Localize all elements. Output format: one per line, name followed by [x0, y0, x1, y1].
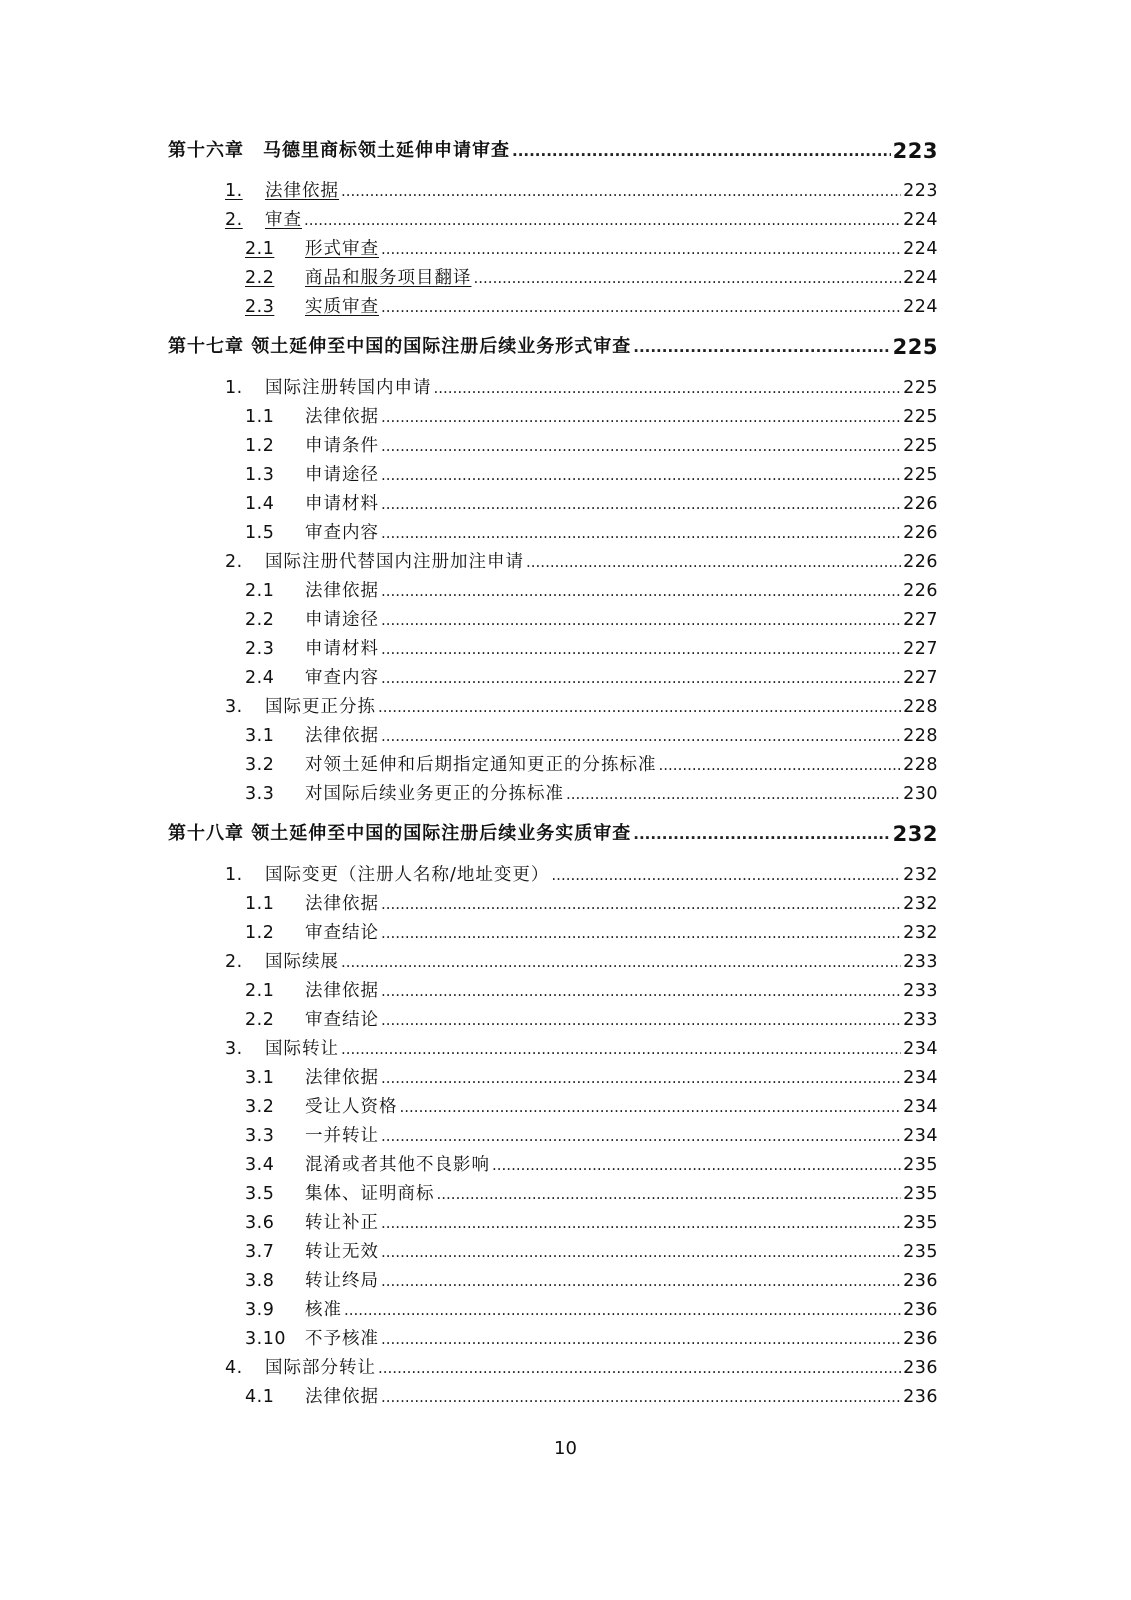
dot-leader — [381, 493, 901, 515]
toc-entry-number[interactable]: 2.1 — [245, 239, 275, 259]
toc-entry-title: 国际转让 — [265, 1039, 339, 1059]
toc-entry-title: 申请条件 — [305, 436, 379, 456]
dot-leader — [381, 406, 901, 428]
toc-entry-title: 不予核准 — [305, 1329, 379, 1349]
dot-leader — [381, 638, 901, 660]
dot-leader — [381, 296, 901, 318]
toc-entry-title: 申请材料 — [305, 494, 379, 514]
toc-entry — [245, 1208, 938, 1234]
toc-entry-number: 3.1 — [245, 726, 275, 746]
dot-leader — [381, 1009, 901, 1031]
dot-leader — [381, 1125, 901, 1147]
page-number: 10 — [554, 1438, 577, 1459]
dot-leader — [437, 1183, 902, 1205]
toc-page-number: 235 — [903, 1155, 938, 1175]
toc-entry — [245, 1295, 938, 1321]
toc-entry — [245, 1179, 938, 1205]
toc-page-number: 232 — [892, 822, 938, 846]
toc-entry-number: 2.1 — [245, 581, 275, 601]
toc-page-number[interactable]: 224 — [903, 210, 938, 230]
toc-entry-title: 审查结论 — [305, 923, 379, 943]
toc-chapter-title: 第十六章 马德里商标领土延伸申请审查 — [168, 140, 510, 161]
toc-page-number[interactable]: 224 — [903, 239, 938, 259]
toc-entry-number[interactable]: 2.2 — [245, 268, 275, 288]
toc-entry-number: 3.5 — [245, 1184, 275, 1204]
toc-entry-title: 法律依据 — [305, 581, 379, 601]
toc-page-number[interactable]: 224 — [903, 268, 938, 288]
toc-entry-number: 1. — [225, 378, 243, 398]
toc-entry-number: 2.2 — [245, 610, 275, 630]
dot-leader — [381, 1212, 901, 1234]
toc-entry-title[interactable]: 商品和服务项目翻译 — [305, 268, 472, 288]
toc-page-number: 233 — [903, 1010, 938, 1030]
toc-entry-number: 4. — [225, 1358, 243, 1378]
toc-entry-number: 3. — [225, 1039, 243, 1059]
toc-entry-title: 审查内容 — [305, 668, 379, 688]
dot-leader — [633, 823, 890, 845]
toc-page-number: 236 — [903, 1300, 938, 1320]
dot-leader — [341, 1038, 901, 1060]
dot-leader — [526, 551, 901, 573]
toc-page-number: 234 — [903, 1039, 938, 1059]
toc-page-number: 225 — [903, 378, 938, 398]
toc-entry-title: 法律依据 — [305, 726, 379, 746]
toc-entry-title: 申请材料 — [305, 639, 379, 659]
toc-entry-title[interactable]: 法律依据 — [265, 181, 339, 201]
toc-entry-number: 3.8 — [245, 1271, 275, 1291]
toc-entry-number: 3.6 — [245, 1213, 275, 1233]
toc-entry-title: 法律依据 — [305, 407, 379, 427]
toc-entry-number: 1.3 — [245, 465, 275, 485]
toc-entry-number: 3.9 — [245, 1300, 275, 1320]
toc-entry-number: 1.1 — [245, 894, 275, 914]
toc-page-number: 236 — [903, 1271, 938, 1291]
toc-entry-title: 法律依据 — [305, 1068, 379, 1088]
toc-entry — [245, 1092, 938, 1118]
dot-leader — [381, 609, 901, 631]
dot-leader — [381, 1386, 901, 1408]
toc-entry-title: 对国际后续业务更正的分拣标准 — [305, 784, 564, 804]
dot-leader — [381, 522, 901, 544]
toc-entry-number: 3.4 — [245, 1155, 275, 1175]
toc-entry-number: 2.3 — [245, 639, 275, 659]
toc-entry-title: 集体、证明商标 — [305, 1184, 435, 1204]
toc-entry-number: 3.3 — [245, 1126, 275, 1146]
toc-page-number: 234 — [903, 1068, 938, 1088]
toc-entry-title: 法律依据 — [305, 981, 379, 1001]
dot-leader — [381, 1328, 901, 1350]
dot-leader — [434, 377, 902, 399]
toc-page-number: 228 — [903, 726, 938, 746]
toc-entry-number: 3.1 — [245, 1068, 275, 1088]
toc-entry-title: 对领土延伸和后期指定通知更正的分拣标准 — [305, 755, 657, 775]
toc-entry-number: 1.2 — [245, 923, 275, 943]
toc-chapter-entry — [168, 815, 938, 845]
toc-page-number: 225 — [903, 465, 938, 485]
toc-entry[interactable] — [225, 205, 938, 231]
toc-page-number: 225 — [892, 335, 938, 359]
dot-leader — [381, 1241, 901, 1263]
toc-entry — [245, 1324, 938, 1350]
toc-entry-number: 1.1 — [245, 407, 275, 427]
toc-entry[interactable] — [245, 263, 938, 289]
toc-entry-number: 3.2 — [245, 1097, 275, 1117]
toc-entry — [225, 1034, 938, 1060]
toc-page-number: 232 — [903, 865, 938, 885]
toc-entry — [245, 460, 938, 486]
toc-entry-title: 转让补正 — [305, 1213, 379, 1233]
toc-page-number: 226 — [903, 523, 938, 543]
dot-leader — [566, 783, 901, 805]
toc-entry-title: 国际注册转国内申请 — [265, 378, 432, 398]
toc-page-number: 227 — [903, 639, 938, 659]
toc-entry-title: 法律依据 — [305, 1387, 379, 1407]
dot-leader — [381, 1270, 901, 1292]
toc-page-number: 236 — [903, 1329, 938, 1349]
toc-entry — [225, 692, 938, 718]
toc-entry-title: 申请途径 — [305, 610, 379, 630]
toc-page-number: 227 — [903, 610, 938, 630]
toc-entry — [225, 373, 938, 399]
toc-entry — [245, 889, 938, 915]
toc-page-number: 235 — [903, 1213, 938, 1233]
toc-page-number: 225 — [903, 407, 938, 427]
toc-entry-number: 3. — [225, 697, 243, 717]
toc-entry-title: 国际续展 — [265, 952, 339, 972]
toc-page-number: 227 — [903, 668, 938, 688]
dot-leader — [381, 922, 901, 944]
toc-entry — [245, 1005, 938, 1031]
toc-page-number: 223 — [892, 139, 938, 163]
toc-entry[interactable] — [245, 292, 938, 318]
toc-page-number: 235 — [903, 1242, 938, 1262]
toc-entry-number: 3.2 — [245, 755, 275, 775]
toc-entry — [245, 489, 938, 515]
toc-entry-title: 国际更正分拣 — [265, 697, 376, 717]
toc-entry — [245, 605, 938, 631]
toc-entry-number[interactable]: 1. — [225, 181, 243, 201]
toc-entry — [245, 1150, 938, 1176]
toc-page-number: 234 — [903, 1126, 938, 1146]
toc-page-number: 234 — [903, 1097, 938, 1117]
toc-chapter-entry — [168, 328, 938, 358]
toc-entry-number: 1.2 — [245, 436, 275, 456]
toc-entry-number: 2.1 — [245, 981, 275, 1001]
toc-entry-number: 2.4 — [245, 668, 275, 688]
toc-entry — [245, 1237, 938, 1263]
dot-leader — [381, 893, 901, 915]
dot-leader — [400, 1096, 902, 1118]
dot-leader — [341, 951, 901, 973]
toc-entry-title: 一并转让 — [305, 1126, 379, 1146]
toc-page-number: 230 — [903, 784, 938, 804]
toc-entry-title: 国际注册代替国内注册加注申请 — [265, 552, 524, 572]
toc-entry — [245, 518, 938, 544]
dot-leader — [381, 980, 901, 1002]
dot-leader — [551, 864, 901, 886]
toc-entry-title: 核准 — [305, 1300, 342, 1320]
dot-leader — [341, 180, 901, 202]
toc-entry — [245, 976, 938, 1002]
toc-page-number: 233 — [903, 952, 938, 972]
toc-entry-number: 1.4 — [245, 494, 275, 514]
dot-leader — [344, 1299, 901, 1321]
toc-entry — [245, 576, 938, 602]
toc-entry-title: 国际部分转让 — [265, 1358, 376, 1378]
toc-entry — [245, 750, 938, 776]
toc-entry-number: 2. — [225, 552, 243, 572]
toc-chapter-title: 第十七章 领土延伸至中国的国际注册后续业务形式审查 — [168, 336, 632, 357]
toc-page-number: 236 — [903, 1387, 938, 1407]
toc-entry-number: 2. — [225, 952, 243, 972]
dot-leader — [381, 464, 901, 486]
toc-page-number: 228 — [903, 697, 938, 717]
toc-entry-number[interactable]: 2. — [225, 210, 243, 230]
toc-entry[interactable] — [245, 234, 938, 260]
toc-entry-title[interactable]: 审查 — [265, 210, 302, 230]
dot-leader — [381, 435, 901, 457]
toc-entry — [225, 860, 938, 886]
toc-entry-number: 1.5 — [245, 523, 275, 543]
toc-entry — [225, 1353, 938, 1379]
toc-entry-title[interactable]: 实质审查 — [305, 297, 379, 317]
dot-leader — [378, 696, 901, 718]
toc-entry-title: 审查内容 — [305, 523, 379, 543]
toc-entry-number: 3.10 — [245, 1329, 286, 1349]
dot-leader — [381, 238, 901, 260]
toc-entry-number: 2.2 — [245, 1010, 275, 1030]
dot-leader — [304, 209, 901, 231]
toc-entry — [245, 1382, 938, 1408]
toc-chapter-entry — [168, 132, 938, 162]
toc-page-number: 233 — [903, 981, 938, 1001]
dot-leader — [512, 140, 891, 162]
dot-leader — [474, 267, 902, 289]
toc-entry[interactable] — [225, 176, 938, 202]
toc-page-number: 226 — [903, 552, 938, 572]
dot-leader — [381, 580, 901, 602]
toc-entry-title[interactable]: 形式审查 — [305, 239, 379, 259]
toc-entry — [245, 402, 938, 428]
toc-entry — [245, 1121, 938, 1147]
toc-entry-number[interactable]: 2.3 — [245, 297, 275, 317]
dot-leader — [381, 1067, 901, 1089]
dot-leader — [659, 754, 902, 776]
dot-leader — [378, 1357, 901, 1379]
toc-entry-number: 3.3 — [245, 784, 275, 804]
toc-entry-number: 4.1 — [245, 1387, 275, 1407]
toc-entry-title: 转让无效 — [305, 1242, 379, 1262]
toc-entry — [245, 1266, 938, 1292]
toc-entry-title: 审查结论 — [305, 1010, 379, 1030]
toc-page-number: 225 — [903, 436, 938, 456]
toc-entry-title: 法律依据 — [305, 894, 379, 914]
toc-entry — [245, 918, 938, 944]
toc-page-number: 236 — [903, 1358, 938, 1378]
toc-page-number: 226 — [903, 494, 938, 514]
toc-entry — [245, 779, 938, 805]
toc-page-number: 228 — [903, 755, 938, 775]
toc-entry-number: 3.7 — [245, 1242, 275, 1262]
toc-page-number: 232 — [903, 923, 938, 943]
toc-page-number[interactable]: 224 — [903, 297, 938, 317]
toc-entry-number: 1. — [225, 865, 243, 885]
toc-page-number: 226 — [903, 581, 938, 601]
toc-entry-title: 混淆或者其他不良影响 — [305, 1155, 490, 1175]
toc-entry-title: 转让终局 — [305, 1271, 379, 1291]
dot-leader — [633, 336, 890, 358]
toc-entry-title: 申请途径 — [305, 465, 379, 485]
dot-leader — [381, 667, 901, 689]
toc-entry-title: 受让人资格 — [305, 1097, 398, 1117]
dot-leader — [492, 1154, 901, 1176]
toc-entry — [225, 947, 938, 973]
toc-page-number[interactable]: 223 — [903, 181, 938, 201]
toc-entry — [245, 1063, 938, 1089]
toc-entry-title: 国际变更（注册人名称/地址变更） — [265, 865, 550, 885]
toc-chapter-title: 第十八章 领土延伸至中国的国际注册后续业务实质审查 — [168, 823, 632, 844]
toc-entry — [245, 721, 938, 747]
toc-page-number: 235 — [903, 1184, 938, 1204]
toc-page-number: 232 — [903, 894, 938, 914]
toc-entry — [245, 431, 938, 457]
dot-leader — [381, 725, 901, 747]
toc-entry — [245, 634, 938, 660]
toc-entry — [225, 547, 938, 573]
toc-entry — [245, 663, 938, 689]
